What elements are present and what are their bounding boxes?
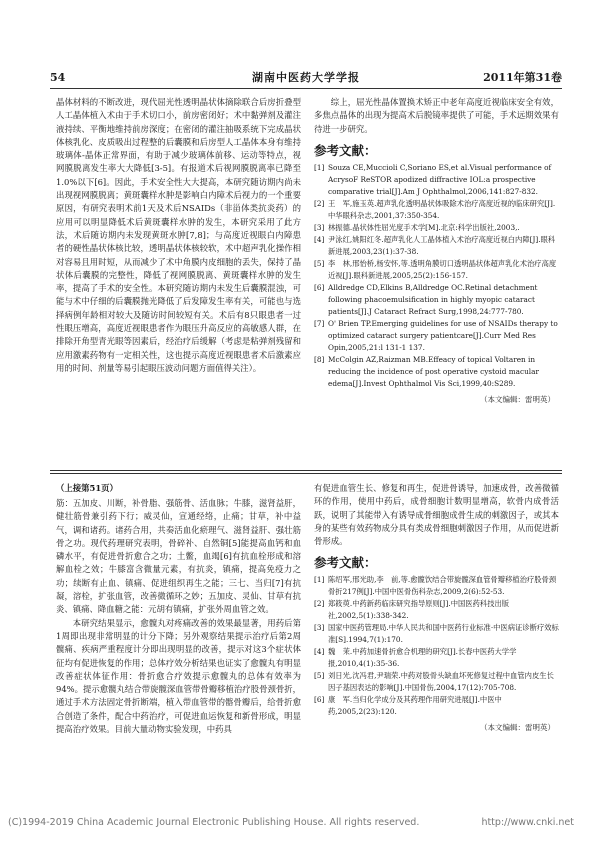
journal-name: 湖南中医药大学学报 xyxy=(252,71,360,84)
reference-item: [4] 魏 茉.中药加速骨折愈合机理的研究[J].长春中医药大学学报,2010,4(1):35-36. xyxy=(314,647,517,669)
page-footer xyxy=(0,817,600,831)
editor-note: （本文编辑：雷明英） xyxy=(480,723,555,733)
body-paragraph: 筋：五加皮、川断，补骨脂、强筋骨、活血脉；牛膝，滋肾益肝，健壮筋骨兼引药下行；威灵仙，宣通经络，止痛；甘草，补中益气，调和诸药。诸药合用，共奏活血化瘀理气、滋肾益肝、强壮筋骨之功。现代药理研究表明，骨碎补、自然铜[5]能提高血钙和血磷水平，有促进骨折愈合之功；土鳖，血竭[6]有抗血栓形成和溶解血栓之效；牛膝富含微量元素，有抗炎，镇痛，提高免疫力之功；续断有止血、镇痛、促进组织再生之能；三七、当归[7]有抗凝，溶栓，扩张血管，改善微循环之妙；五加皮、灵仙、甘草有抗炎、镇痛、降血糖之能：元胡有镇痛，扩张外周血管之效。 xyxy=(56,498,301,615)
section-divider xyxy=(50,470,562,471)
copyright-text: (C)1994-2019 China Academic Journal Electronic Publishing House. All rights reserved. xyxy=(8,817,420,828)
page-header xyxy=(50,70,562,86)
reference-item: [3] 国家中医药管理局.中华人民共和国中医药行业标准·中医病证诊断疗效标准[S].1994,7(1):170. xyxy=(314,623,559,645)
site-link[interactable]: http://www.cnki.net xyxy=(481,817,574,828)
article-body-right xyxy=(314,96,559,468)
reference-item: [5] 李 林,邢怡桥,杨安怀,等.透明角膜切口透明晶状体超声乳化术治疗高度近视[J].眼科新进展,2005,25(2):156-157. xyxy=(314,258,557,280)
continued-article-left xyxy=(56,482,301,782)
conclusion-paragraph: 综上，屈光性晶体置换术矫正中老年高度近视临床安全有效，多焦点晶体的出现为提高术后脱镜率提供了可能，手术远期效果有待进一步研究。 xyxy=(314,97,559,134)
page-number: 54 xyxy=(50,71,66,84)
reference-list xyxy=(314,574,559,718)
reference-item: [2] 郑筱萸.中药新药临床研究指导原则[J].中国医药科技出版社,2002,5(1):338-342. xyxy=(314,599,510,621)
body-paragraph: 本研究结果显示，愈髋丸对疼痛改善的效果最显著，用药后第1周即出现非常明显的计分下降；另外观察结果提示治疗后第2周髋痛、疾病严重程度计分即出现明显的改善，提示对这3个症状体征均有促进恢复的作用；总体疗效分析结果也证实了愈髋丸有明显改善症状体征作用：骨折愈合疗效提示愈髋丸的总体有效率为94%。提示愈髋丸结合带旋髋深血管带骨瓣移植治疗股骨颈骨折，通过手术方法固定骨折断端，植入带血管带的髂骨瓣后，给骨折愈合创造了条件，配合中药治疗，可促进血运恢复和新骨形成，明显提高治疗效果。目前大量动物实验发现，中药具 xyxy=(56,617,301,735)
reference-item: [1] 陈绍军,邢光助,李 前,等.愈髋饮结合带旋髋深血管骨瓣移植治疗股骨颈骨折217例[J].中国中医骨伤科杂志,2009,2(6):52-53. xyxy=(314,575,557,597)
reference-item: [4] 尹泳红,姚阳红冬.超声乳化人工晶体植入术治疗高度近视白内障[J].眼科新进展,2003,23(1):37-38. xyxy=(314,234,556,256)
continued-from-label: （上接第51页） xyxy=(56,483,118,493)
reference-item: [6] 康 军.当归化学成分及其药理作用研究进展[J].中医中药,2005,2(23):120. xyxy=(314,695,502,717)
reference-item: [7] O' Brien TP.Emerging guidelines for use of NSAIDs therapy to optimized cataract surgery patientcare[J].Curr Med Res Opin,2005,21:l 131-1 137. xyxy=(314,318,558,352)
reference-list xyxy=(314,162,559,390)
article-body-left xyxy=(56,96,301,456)
reference-item: [1] Souza CE,Muccioli C,Soriano ES,et al.Visual performance of AcrysoF ReSTOR apodized diffractive IOL:a prospective comparative trial[J].Am J Ophthalmol,2006,141:827-832. xyxy=(314,162,552,196)
reference-item: [2] 王 军,施玉英.超声乳化透明晶状体吸除术治疗高度近视的临床研究[J].中华眼科杂志,2001,37:350-354. xyxy=(314,198,556,220)
header-rule xyxy=(50,88,562,89)
editor-note: （本文编辑：雷明英） xyxy=(480,394,555,404)
reference-item: [6] Alldredge CD,Elkins B,Alldredge OC.Retinal detachment following phacoemulsification in highly myopic cataract patients[J].J Cataract Refract Surg,1998,24:777-780. xyxy=(314,282,538,316)
section-divider xyxy=(50,473,562,474)
issue-label: 2011年第31卷 xyxy=(483,71,562,84)
body-paragraph: 晶体材料的不断改进，现代屈光性透明晶状体摘除联合后房折叠型人工晶体植入术由于手术切口小，前房密闭好；术中黏弹剂及灌注液持续、平衡地维持前房深度；在密闭的灌注抽吸系统下完成晶状体核乳化、皮质吸出过程整的后囊膜和后房型人工晶体本身有维持玻璃体-晶体正常界面，有助于减少玻璃体前移、运动等特点，视网膜脱离发生率大大降低[3-5]。有报道术后视网膜脱离率已降至1.0%以下[6]。因此，手术安全性大大提高，本研究随访期内尚未出现视网膜脱离；黄斑囊样水肿是影响白内障术后视力的一个重要原因，有研究表明术前1天及术后NSAIDs（非甾体类抗炎药）的应用可以明显降低术后黄斑囊样水肿的发生，本研究采用了此方法，术后随访期内未发现黄斑水肿[7,8]；与高度近视眼白内障患者的硬性晶状体核比较，透明晶状体核较软，术中超声乳化操作相对容易且用时短，从而减少了术中角膜内皮细胞的丢失，保持了晶状体后囊膜的完整性，降低了视网膜脱离、黄斑囊样水肿的发生率，提高了手术的安全性。本研究随访期内未发生后囊膜混浊，可能与术中仔细的后囊膜抛光降低了后发障发生率有关，可能也与选择病例年龄相对较大及随访时间较短有关。术后有8只眼患者一过性眼压增高，高度近视眼患者作为眼压升高反应的高敏感人群，在排除开角型青光眼等因素后，经治疗后缓解（考虑是粘弹剂残留和应用激素药物有一定相关性，这也提示高度近视眼患者术后激素应用的时间、剂量等易引起眼压波动问题方面值得关注）。 xyxy=(56,97,301,373)
continued-article-right xyxy=(314,482,559,782)
reference-item: [3] 林振德.晶状体性屈光度手术学[M].北京:科学出版社,2003,. xyxy=(314,222,520,232)
references-title: 参考文献： xyxy=(314,555,377,571)
body-paragraph: 有促进血管生长、修复和再生，促进骨诱导，加速成骨，改善微循环的作用，使用中药后，成骨细胞计数明显增高，软骨内成骨活跃，说明了其能带入有诱导成骨细胞成骨生成的刺激因子，或其本身的某些有效药物成分具有类成骨细胞刺激因子作用，从而促进新骨形成。 xyxy=(314,483,559,547)
references-title: 参考文献： xyxy=(314,142,377,158)
reference-item: [5] 刘日光,沈冯君,尹瑞荣.中药对股骨头缺血坏死修复过程中血管内皮生长因子基因表达的影响[J].中国骨伤,2004,17(12):705-708. xyxy=(314,671,554,693)
reference-item: [8] McColgin AZ,Raizman MB.Effeacy of topical Voltaren in reducing the incidence of post operative cystoid macular edema[J].Invest Ophthalmol Vis Sci,1999,40:S289. xyxy=(314,354,539,388)
